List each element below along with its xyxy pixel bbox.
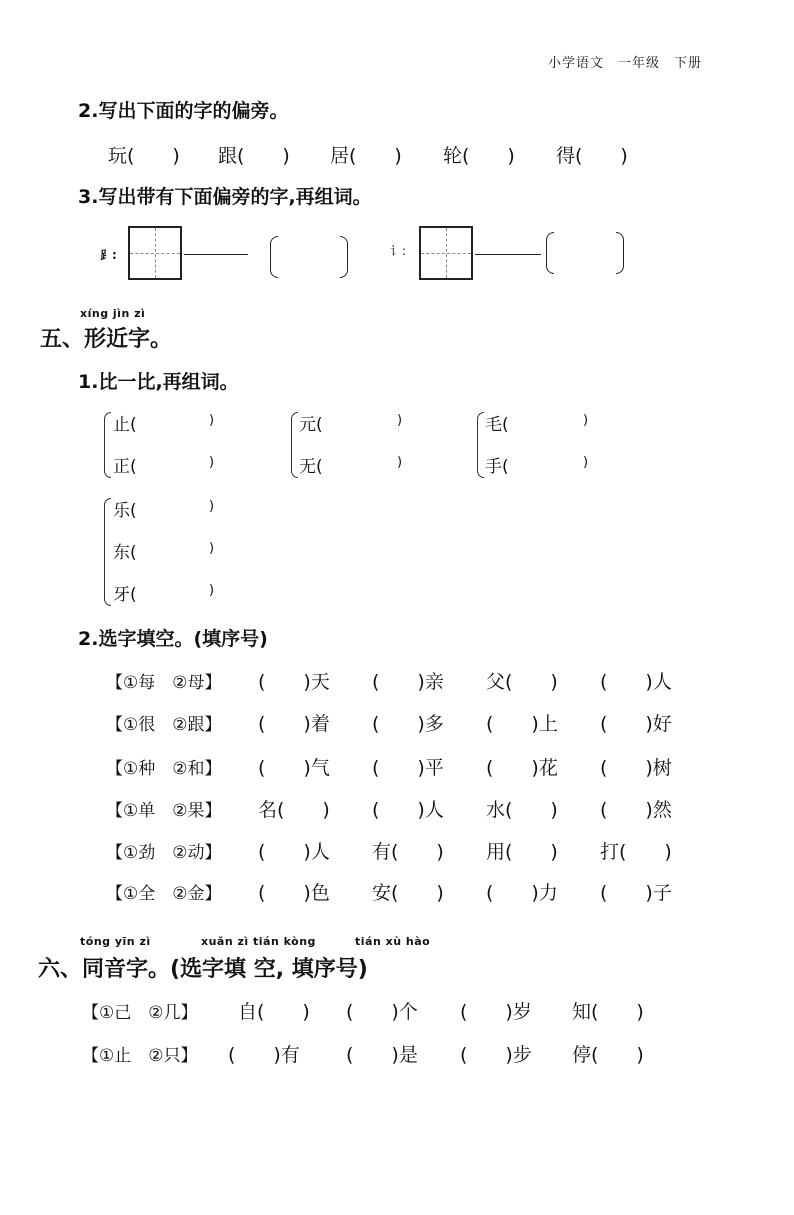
brace-3 <box>477 412 484 478</box>
row2-item-1[interactable]: ( )着 <box>258 713 330 735</box>
row5-item-3[interactable]: 用( ) <box>486 841 558 863</box>
row6-item-2[interactable]: 安( ) <box>372 882 444 904</box>
h1-item-3[interactable]: ( )岁 <box>460 1001 532 1023</box>
pair-1b[interactable]: 正( ) <box>113 455 215 477</box>
row6-item-1[interactable]: ( )色 <box>258 882 330 904</box>
connector-line-2 <box>475 254 541 255</box>
q2-title: 2.写出下面的字的偏旁。 <box>78 100 289 122</box>
sec5-title: 五、形近字。 <box>40 327 173 352</box>
row5-item-4[interactable]: 打( ) <box>600 841 672 863</box>
writing-grid-1[interactable] <box>128 226 182 280</box>
pair-2a[interactable]: 元( ) <box>299 413 403 435</box>
row4-item-4[interactable]: ( )然 <box>600 799 672 821</box>
connector-line-1 <box>184 254 248 255</box>
h2-item-1[interactable]: ( )有 <box>228 1044 300 1066</box>
writing-grid-2[interactable] <box>419 226 473 280</box>
h1-item-2[interactable]: ( )个 <box>346 1001 418 1023</box>
row3-item-3[interactable]: ( )花 <box>486 757 558 779</box>
h1-options: 【①己 ②几】 <box>82 1003 198 1023</box>
sec5-q1-title: 1.比一比,再组词。 <box>78 371 239 393</box>
h2-item-2[interactable]: ( )是 <box>346 1044 418 1066</box>
row5-item-2[interactable]: 有( ) <box>372 841 444 863</box>
q2-item-5[interactable]: 得( ) <box>556 145 628 167</box>
q2-item-4[interactable]: 轮( ) <box>443 145 515 167</box>
sec6-title: 六、同音字。(选字填 空, 填序号) <box>38 957 368 982</box>
row1-options: 【①每 ②母】 <box>106 673 222 693</box>
row1-item-2[interactable]: ( )亲 <box>372 671 444 693</box>
h2-item-3[interactable]: ( )步 <box>460 1044 532 1066</box>
row2-item-3[interactable]: ( )上 <box>486 713 558 735</box>
triple-b[interactable]: 东( ) <box>113 541 215 563</box>
radical-label-1: ⻊: <box>100 248 117 262</box>
h2-options: 【①止 ②只】 <box>82 1046 198 1066</box>
sec5-pinyin: xíng jìn zì <box>80 307 146 320</box>
pair-2b[interactable]: 无( ) <box>299 455 403 477</box>
row2-item-2[interactable]: ( )多 <box>372 713 444 735</box>
row1-item-4[interactable]: ( )人 <box>600 671 672 693</box>
row1-item-1[interactable]: ( )天 <box>258 671 330 693</box>
triple-c[interactable]: 牙( ) <box>113 583 215 605</box>
brace-4 <box>104 498 111 606</box>
row1-item-3[interactable]: 父( ) <box>486 671 558 693</box>
row4-item-1[interactable]: 名( ) <box>258 799 330 821</box>
row5-options: 【①劲 ②动】 <box>106 843 222 863</box>
row6-options: 【①全 ②金】 <box>106 884 222 904</box>
row6-item-4[interactable]: ( )子 <box>600 882 672 904</box>
row2-item-4[interactable]: ( )好 <box>600 713 672 735</box>
row5-item-1[interactable]: ( )人 <box>258 841 330 863</box>
row2-options: 【①很 ②跟】 <box>106 715 222 735</box>
row3-options: 【①种 ②和】 <box>106 759 222 779</box>
sec6-pinyin-3: tián xù hào <box>355 935 431 948</box>
triple-a[interactable]: 乐( ) <box>113 499 215 521</box>
q2-item-2[interactable]: 跟( ) <box>218 145 290 167</box>
brace-2 <box>291 412 298 478</box>
pair-3a[interactable]: 毛( ) <box>485 413 589 435</box>
h2-item-4[interactable]: 停( ) <box>572 1044 644 1066</box>
sec6-pinyin-1: tóng yīn zì <box>80 935 151 948</box>
sec5-q2-title: 2.选字填空。(填序号) <box>78 628 268 650</box>
h1-item-1[interactable]: 自( ) <box>238 1001 310 1023</box>
answer-box-1[interactable] <box>270 236 348 278</box>
row4-options: 【①单 ②果】 <box>106 801 222 821</box>
pair-3b[interactable]: 手( ) <box>485 455 589 477</box>
row4-item-3[interactable]: 水( ) <box>486 799 558 821</box>
row4-item-2[interactable]: ( )人 <box>372 799 444 821</box>
sec6-pinyin-2: xuǎn zì tián kòng <box>201 935 316 948</box>
row3-item-2[interactable]: ( )平 <box>372 757 444 779</box>
brace-1 <box>104 412 111 478</box>
q2-item-1[interactable]: 玩( ) <box>108 145 180 167</box>
radical-label-2: 讠: <box>390 244 407 258</box>
page-header: 小学语文 一年级 下册 <box>548 56 703 71</box>
q3-title: 3.写出带有下面偏旁的字,再组词。 <box>78 186 372 208</box>
row6-item-3[interactable]: ( )力 <box>486 882 558 904</box>
q2-item-3[interactable]: 居( ) <box>330 145 402 167</box>
row3-item-4[interactable]: ( )树 <box>600 757 672 779</box>
row3-item-1[interactable]: ( )气 <box>258 757 330 779</box>
pair-1a[interactable]: 止( ) <box>113 413 215 435</box>
h1-item-4[interactable]: 知( ) <box>572 1001 644 1023</box>
answer-box-2[interactable] <box>546 232 624 274</box>
